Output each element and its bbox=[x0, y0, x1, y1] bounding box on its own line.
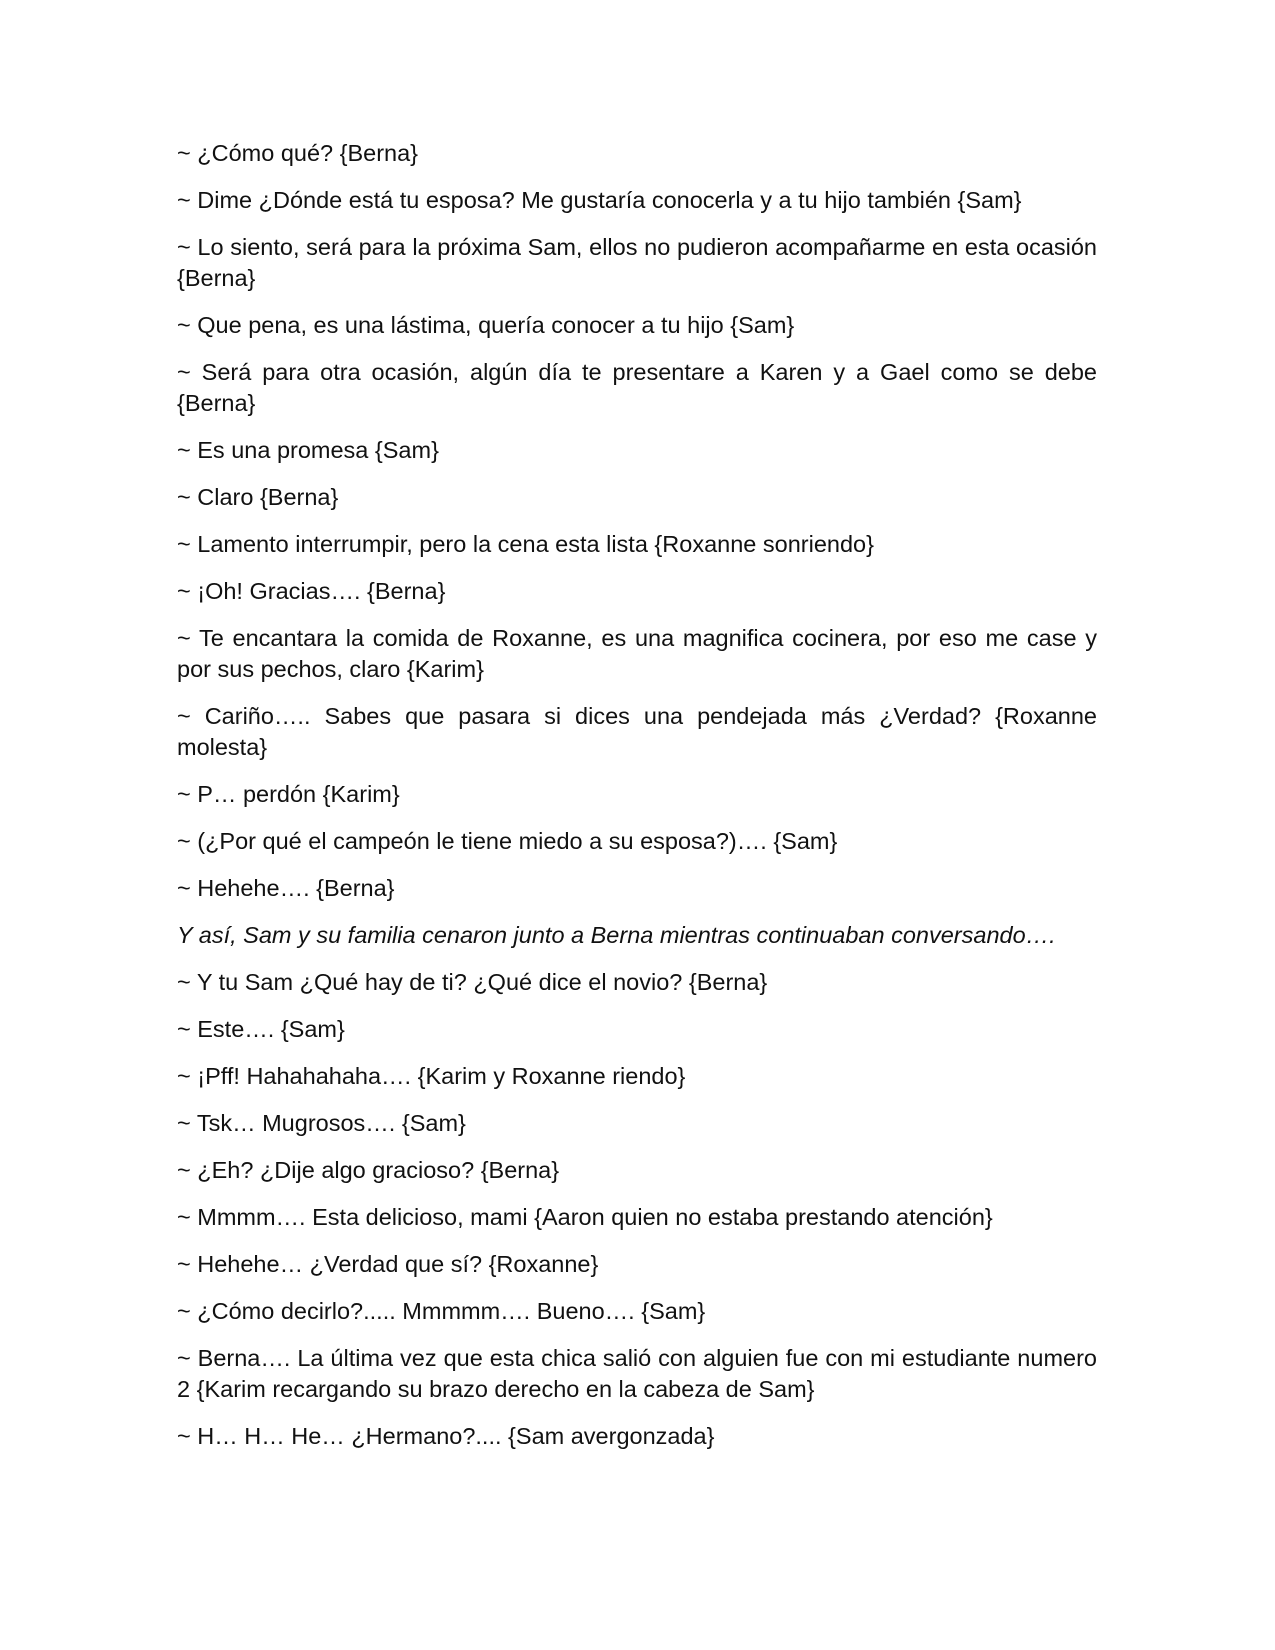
dialogue-line: ~ ¿Eh? ¿Dije algo gracioso? {Berna} bbox=[177, 1157, 560, 1183]
narration-line: Y así, Sam y su familia cenaron junto a Berna mientras continuaban conversando…. bbox=[177, 922, 1056, 948]
dialogue-line: ~ P… perdón {Karim} bbox=[177, 781, 400, 807]
dialogue-line: ~ Claro {Berna} bbox=[177, 484, 339, 510]
dialogue-line: ~ Este…. {Sam} bbox=[177, 1016, 345, 1042]
dialogue-line: ~ H… H… He… ¿Hermano?.... {Sam avergonzada} bbox=[177, 1423, 715, 1449]
dialogue-line: ~ Te encantara la comida de Roxanne, es una magnifica cocinera, por eso me case y por sus pechos, claro {Karim} bbox=[177, 625, 1097, 682]
dialogue-line: ~ Dime ¿Dónde está tu esposa? Me gustaría conocerla y a tu hijo también {Sam} bbox=[177, 187, 1022, 213]
dialogue-line: ~ Hehehe… ¿Verdad que sí? {Roxanne} bbox=[177, 1251, 599, 1277]
dialogue-line: ~ ¡Pff! Hahahahaha…. {Karim y Roxanne riendo} bbox=[177, 1063, 686, 1089]
document-page bbox=[177, 138, 1097, 1468]
dialogue-line: ~ Lamento interrumpir, pero la cena esta lista {Roxanne sonriendo} bbox=[177, 531, 874, 557]
dialogue-line: ~ Hehehe…. {Berna} bbox=[177, 875, 395, 901]
dialogue-line: ~ Que pena, es una lástima, quería conocer a tu hijo {Sam} bbox=[177, 312, 795, 338]
dialogue-line: ~ Es una promesa {Sam} bbox=[177, 437, 439, 463]
dialogue-line: ~ ¿Cómo decirlo?..... Mmmmm…. Bueno…. {Sam} bbox=[177, 1298, 706, 1324]
dialogue-line: ~ Cariño….. Sabes que pasara si dices una pendejada más ¿Verdad? {Roxanne molesta} bbox=[177, 703, 1097, 760]
dialogue-line: ~ (¿Por qué el campeón le tiene miedo a su esposa?)…. {Sam} bbox=[177, 828, 838, 854]
dialogue-line: ~ Y tu Sam ¿Qué hay de ti? ¿Qué dice el novio? {Berna} bbox=[177, 969, 768, 995]
dialogue-line: ~ ¿Cómo qué? {Berna} bbox=[177, 140, 419, 166]
dialogue-line: ~ ¡Oh! Gracias…. {Berna} bbox=[177, 578, 446, 604]
dialogue-line: ~ Berna…. La última vez que esta chica salió con alguien fue con mi estudiante numero 2 {Karim recargando su brazo derecho en la cabeza de Sam} bbox=[177, 1345, 1097, 1402]
dialogue-line: ~ Mmmm…. Esta delicioso, mami {Aaron quien no estaba prestando atención} bbox=[177, 1204, 993, 1230]
dialogue-line: ~ Lo siento, será para la próxima Sam, ellos no pudieron acompañarme en esta ocasión {Berna} bbox=[177, 234, 1097, 291]
dialogue-line: ~ Tsk… Mugrosos…. {Sam} bbox=[177, 1110, 466, 1136]
dialogue-line: ~ Será para otra ocasión, algún día te presentare a Karen y a Gael como se debe {Berna} bbox=[177, 359, 1097, 416]
